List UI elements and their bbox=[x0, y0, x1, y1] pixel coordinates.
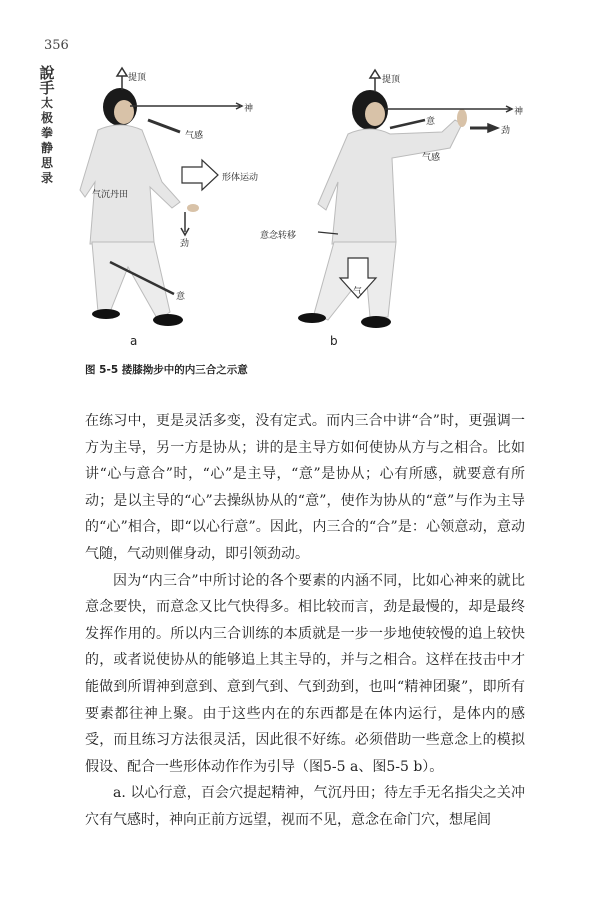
label-a-head: 提顶 bbox=[128, 73, 147, 83]
side-title-char: 录 bbox=[40, 171, 53, 185]
paragraph-2: 因为“内三合”中所讨论的各个要素的内涵不同，比如心神来的就比意念要快，而意念又比气快得多。相比较而言，劲是最慢的，却是最终发挥作用的。所以内三合训练的本质就是一步一步地使较慢的追上较快的，或者说使协从的能够追上其主导的，并与之相合。这样在技击中才能做到所谓神到意到、意到气到、气到劲到，也叫“精神团聚”，即所有要素都往神上聚。由于这些内在的东西都是在体内运行，是体内的感受，而且练习方法很灵活，因此很不好练。必须借助一些意念上的模拟假设、配合一些形体动作作为引导（图5-5 a、图5-5 b）。 bbox=[85, 572, 525, 775]
label-b-shen: 神 bbox=[514, 107, 524, 117]
label-a-yi: 意 bbox=[176, 292, 186, 302]
figure-caption: 图 5-5 搂膝拗步中的内三合之示意 bbox=[85, 364, 248, 376]
label-a-jin: 劲 bbox=[180, 239, 190, 249]
label-b-head: 提顶 bbox=[382, 75, 401, 85]
side-title-char: 静 bbox=[40, 141, 53, 155]
label-a-xingti: 形体运动 bbox=[222, 173, 259, 183]
label-b-yi: 意 bbox=[426, 117, 436, 127]
label-a-shen: 神 bbox=[244, 104, 254, 114]
label-b-qigan: 气感 bbox=[422, 153, 441, 163]
subfigure-label-a: a bbox=[130, 334, 138, 348]
figure-b-person bbox=[298, 90, 467, 328]
label-a-dantian: 气沉丹田 bbox=[92, 190, 129, 200]
body-text bbox=[85, 408, 525, 834]
side-title-char: 太 bbox=[40, 96, 53, 110]
page-number: 356 bbox=[44, 38, 69, 53]
subfigure-label-b: b bbox=[330, 334, 338, 348]
side-title-char: 拳 bbox=[40, 126, 53, 140]
side-title bbox=[36, 66, 58, 186]
label-a-qigan: 气感 bbox=[185, 131, 204, 141]
tai-chi-figure bbox=[70, 62, 550, 357]
label-b-qi: 气 bbox=[353, 287, 363, 297]
label-b-jin: 劲 bbox=[501, 126, 511, 136]
side-title-char: 思 bbox=[40, 156, 53, 170]
figure-drawing bbox=[70, 62, 550, 357]
paragraph-1: 在练习中，更是灵活多变，没有定式。而内三合中讲“合”时，更强调一方为主导，另一方是协从；讲的是主导方如何使协从方与之相合。比如讲“心与意合”时，“心”是主导，“意”是协从；心有所感，就要意有所动；是以主导的“心”去操纵协从的“意”，使作为协从的“意”与作为主导的“心”相合，即“以心行意”。因此，内三合的“合”是：心领意动，意动气随，气动则催身动，即引领劲动。 bbox=[85, 413, 525, 562]
paragraph-3: a. 以心行意，百会穴提起精神，气沉丹田；待左手无名指尖之关冲穴有气感时，神向正前方远望，视而不见，意念在命门穴，想尾闾 bbox=[85, 785, 525, 828]
label-b-yinian: 意念转移 bbox=[260, 231, 297, 241]
side-title-char: 极 bbox=[40, 111, 53, 125]
side-title-top: 說手 bbox=[39, 64, 55, 97]
